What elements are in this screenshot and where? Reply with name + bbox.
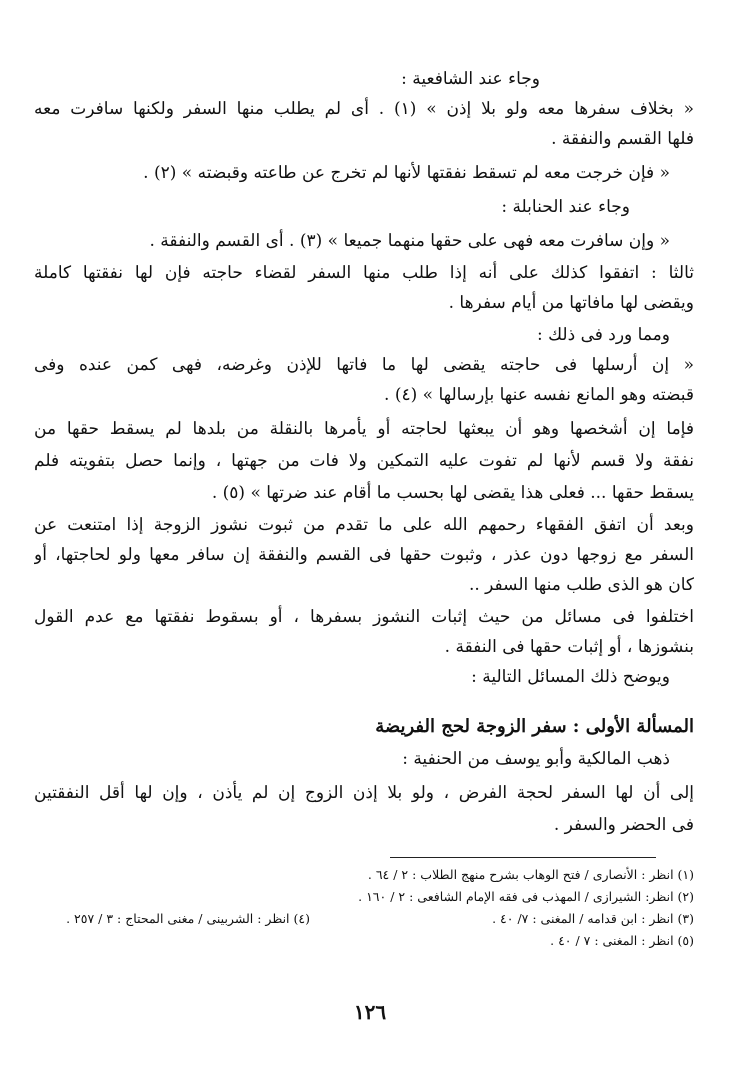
footnote-1: (١) انظر : الأنصارى / فتح الوهاب بشرح منهج الطلاب : ٢ / ٦٤ . xyxy=(367,867,694,882)
body-line: نفقة ولا قسم لأنها لم تفوت عليه التمكين ولا فات من جهتها ، وإنما حصل بتفويته فلم xyxy=(34,451,694,471)
footnote-2: (٢) انظر: الشيرازى / المهذب فى فقه الإمام الشافعى : ٢ / ١٦٠ . xyxy=(358,889,694,904)
body-line: ويوضح ذلك المسائل التالية : xyxy=(471,667,670,687)
body-line: وبعد أن اتفق الفقهاء رحمهم الله على ما تقدم من ثبوت نشوز الزوجة إذا امتنعت عن xyxy=(34,515,694,535)
body-line: يسقط حقها ... فعلى هذا يقضى لها بحسب ما أقام عند ضرتها » (٥) . xyxy=(211,483,694,503)
body-line: السفر مع زوجها دون عذر ، وثبوت حقها فى القسم والنفقة إن سافر معها ولو لحاجتها، أو xyxy=(34,545,694,565)
page-number: ١٢٦ xyxy=(353,1000,387,1024)
body-line: إلى أن لها السفر لحجة الفرض ، ولو بلا إذن الزوج إن لم يأذن ، وإن لها أقل النفقتين xyxy=(34,783,694,803)
body-line: « فإن خرجت معه لم تسقط نفقتها لأنها لم تخرج عن طاعته وقبضته » (٢) . xyxy=(143,163,670,183)
body-line: كان هو الذى طلب منها السفر .. xyxy=(468,575,694,595)
body-line: وجاء عند الحنابلة : xyxy=(501,197,630,217)
body-line: ومما ورد فى ذلك : xyxy=(536,325,670,345)
body-line: ذهب المالكية وأبو يوسف من الحنفية : xyxy=(402,749,670,769)
body-line: بنشوزها ، أو إثبات حقها فى النفقة . xyxy=(444,637,694,657)
footnote-5: (٥) انظر : المغنى : ٧ / ٤٠ . xyxy=(550,933,694,948)
footnote-3: (٣) انظر : ابن قدامه / المغنى : ٧/ ٤٠ . xyxy=(492,911,694,926)
body-line: « إن أرسلها فى حاجته يقضى لها ما فاتها للإذن وغرضه، فهى كمن عنده وفى xyxy=(34,355,694,375)
body-line: ويقضى لها مافاتها من أيام سفرها . xyxy=(448,293,694,313)
body-line: « بخلاف سفرها معه ولو بلا إذن » (١) . أى لم يطلب منها السفر ولكنها سافرت معه xyxy=(34,99,694,119)
body-line: « وإن سافرت معه فهى على حقها منهما جميعا » (٣) . أى القسم والنفقة . xyxy=(149,231,670,251)
footnote-4: (٤) انظر : الشربينى / مغنى المحتاج : ٣ / ٢٥٧ . xyxy=(66,911,310,926)
section-heading: المسألة الأولى : سفر الزوجة لحج الفريضة xyxy=(375,716,694,737)
body-line: فلها القسم والنفقة . xyxy=(551,129,694,149)
body-line: فإما إن أشخصها وهو أن يبعثها لحاجته أو يأمرها بالنقلة من بلدها لم يسقط حقها من xyxy=(34,419,694,439)
body-line: قبضته وهو المانع نفسه عنها بإرسالها » (٤) . xyxy=(384,385,694,405)
footnote-separator xyxy=(390,857,656,858)
body-line: فى الحضر والسفر . xyxy=(553,815,694,835)
body-line: اختلفوا فى مسائل من حيث إثبات النشوز بسفرها ، أو بسقوط نفقتها مع عدم القول xyxy=(34,607,694,627)
body-line: ثالثا : اتفقوا كذلك على أنه إذا طلب منها السفر لقضاء حاجته فإن لها نفقتها كاملة xyxy=(34,263,694,283)
body-line: وجاء عند الشافعية : xyxy=(401,69,540,89)
